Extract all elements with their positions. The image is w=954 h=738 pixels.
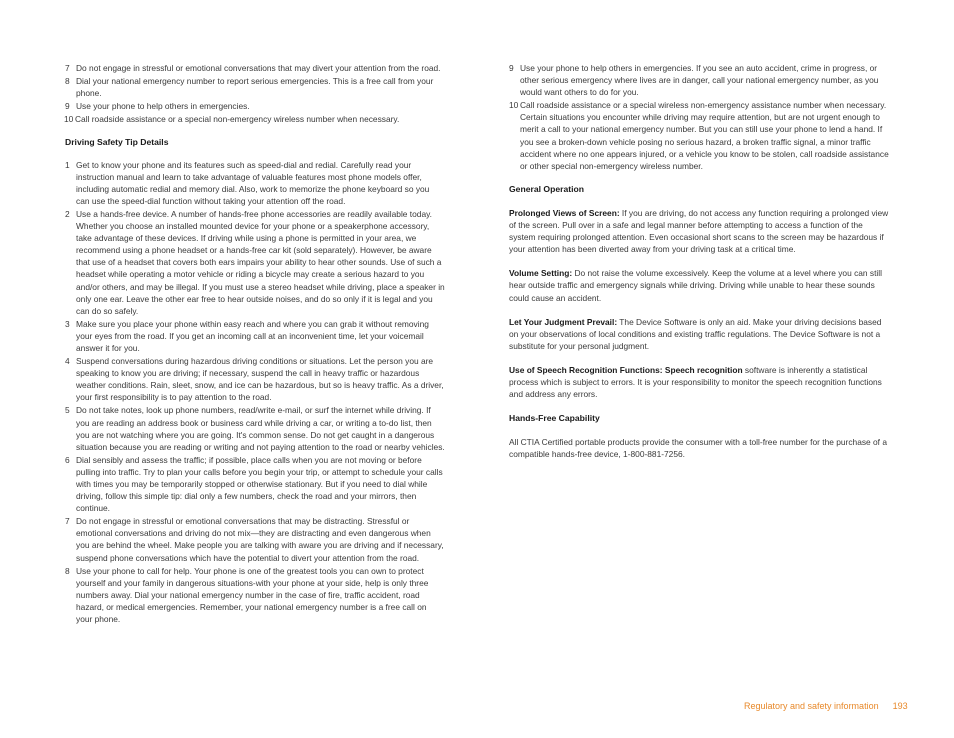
list-item: 6 Dial sensibly and assess the traffic; if possible, place calls when you are not moving or before pulling into traffic. Try to plan your calls before you begin your trip, or attempt to schedule your calls with times you may be temporarily stopped or otherwise stationary. But if you need to dial while driving, follow this simple tip: dial only a few numbers, check the road and your mirrors, then continue.: [65, 454, 443, 514]
paragraph-speech-recognition: Use of Speech Recognition Functions: Speech recognition software is inherently a statistical process which is subject to errors. It is your responsibility to monitor the speech recognition functions and address any errors.: [509, 364, 882, 400]
list-item: 9 Use your phone to help others in emergencies. If you see an auto accident, crime in progress, or other serious emergency where lives are in danger, call your national emergency number, as you would want others to do for you.: [509, 63, 879, 98]
list-item: 5 Do not take notes, look up phone numbers, read/write e-mail, or surf the internet while driving. If you are reading an address book or business card while driving a car, or writing a to-do list, then you are not watching where you are going. It's common sense. Do not get caught in a dangerous situation because you are reading or writing and not paying attention to the road or nearby vehicles.: [65, 405, 445, 452]
paragraph-hands-free: All CTIA Certified portable products provide the consumer with a toll-free number for the purchase of a compatible hands-free device, 1-800-881-7256.: [509, 437, 887, 460]
list-item: 7 Do not engage in stressful or emotional conversations that may divert your attention from the road.: [65, 63, 441, 73]
paragraph-volume-setting: Volume Setting: Do not raise the volume excessively. Keep the volume at a level where you can still hear outside traffic and emergency signals while driving. Driving while unable to hear these sounds could cause an accident.: [509, 268, 882, 303]
page-footer: [744, 701, 924, 711]
list-item: 8 Dial your national emergency number to report serious emergencies. This is a free call from your phone.: [65, 76, 434, 99]
footer-section-title: Regulatory and safety information: [744, 701, 879, 711]
list-item: 1 Get to know your phone and its features such as speed-dial and redial. Carefully read your instruction manual and learn to take advantage of valuable features most phone models offer, including automatic redial and memory dial. Also, work to memorize the phone keyboard so you can use the speed-dial function without taking your attention off the road.: [65, 159, 430, 206]
list-right: [509, 62, 889, 172]
list-item: 7 Do not engage in stressful or emotional conversations that may be distracting. Stressful or emotional conversations and driving do not mix—they are distracting and even dangerous when you are behind the wheel. Make people you are talking with aware you are driving and if necessary, suspend phone conversations which have the potential to divert your attention from the road.: [65, 516, 444, 563]
list-b: [65, 159, 445, 626]
section-heading-hands-free: Hands-Free Capability: [509, 413, 600, 424]
list-item: 8 Use your phone to call for help. Your phone is one of the greatest tools you can own to protect yourself and your family in dangerous situations-with your phone at your side, help is only three numbers away. Dial your national emergency number in the case of fire, traffic accident, road hazard, or medical emergencies. Remember, your national emergency number is a free call on your phone.: [65, 565, 429, 625]
left-column: [65, 62, 445, 626]
list-item: 3 Make sure you place your phone within easy reach and where you can grab it without removing your eyes from the road. If you get an incoming call at an inconvenient time, let your voicemail answer it for you.: [65, 318, 429, 353]
list-item: 10 Call roadside assistance or a special wireless non-emergency assistance number when necessary. Certain situations you encounter while driving may require attention, but are not urgent enough to merit a call to your national emergency number. But you can still use your phone to lend a hand. If you see a broken-down vehicle posing no serious hazard, a broken traffic signal, a minor traffic accident where no one appears injured, or a vehicle you know to be stolen, call roadside assistance or other special non-emergency wireless number.: [509, 100, 889, 171]
page-number: 193: [892, 701, 908, 711]
list-item: 9 Use your phone to help others in emergencies.: [65, 101, 250, 112]
paragraph-judgment: Let Your Judgment Prevail: The Device Software is only an aid. Make your driving decisions based on your observations of local conditions and existing traffic regulations. The Device Software is not a substitute for your personal judgment.: [509, 316, 882, 351]
list-a: [65, 62, 445, 125]
section-heading-driving-tips: Driving Safety Tip Details: [65, 137, 169, 148]
section-heading-general-operation: General Operation: [509, 183, 584, 194]
list-item: 2 Use a hands-free device. A number of hands-free phone accessories are readily available today. Whether you choose an installed mounted device for your phone or a speakerphone accessory, take advantage of these devices. If driving while using a phone is permitted in your area, we recommend using a phone headset or a hands-free car kit (sold separately). However, be aware that use of a headset that covers both ears impairs your ability to hear other sounds. Use of such a headset while operating a motor vehicle or riding a bicycle may create a serious hazard to you and/or others, and may be illegal. If you must use a stereo headset while driving, place a speaker in only one ear. Leave the other ear free to hear outside noises, and do so only if it is legal and you can do so safely.: [65, 208, 445, 316]
list-item: 4 Suspend conversations during hazardous driving conditions or situations. Let the person you are speaking to know you are driving; if necessary, suspend the call in heavy traffic or hazardous weather conditions. Rain, sleet, snow, and ice can be hazardous, but so is heavy traffic. As a driver, your first responsibility is to pay attention to the road.: [65, 356, 444, 403]
paragraph-prolonged-views: Prolonged Views of Screen: If you are driving, do not access any function requiring a prolonged view of the screen. Pull over in a safe and legal manner before attempting to access a function of the system requiring prolonged attention. Even occasional short scans to the screen may be hazardous if your attention has been diverted away from your driving task at a critical time.: [509, 207, 889, 255]
right-column: [509, 62, 889, 460]
list-item: 10 Call roadside assistance or a special non-emergency wireless number when necessary.: [64, 114, 400, 125]
